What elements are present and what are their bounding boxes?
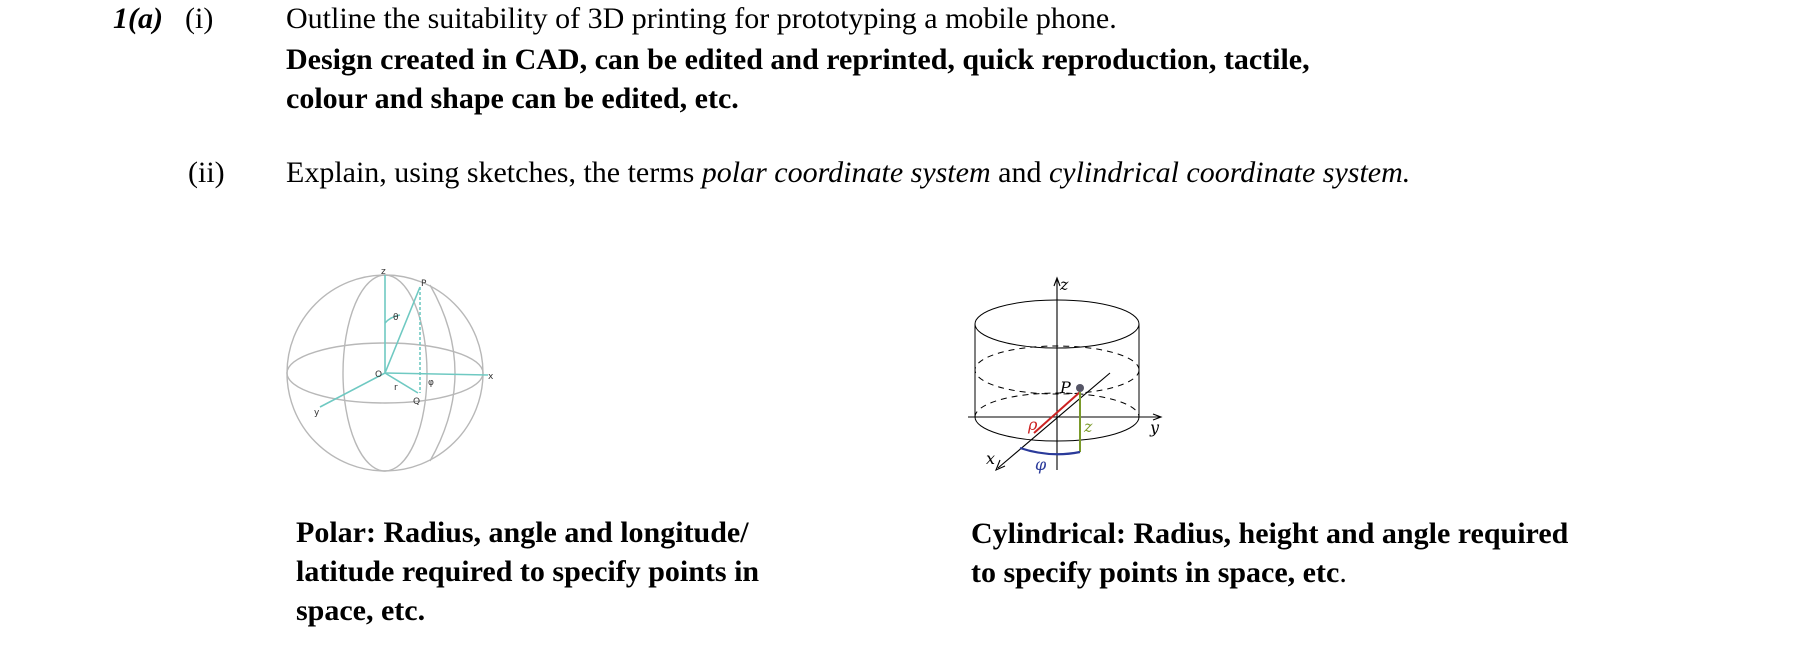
part-ii-prompt-a: Explain, using sketches, the terms (286, 156, 702, 189)
part-ii-prompt-b: and (990, 156, 1049, 189)
polar-caption-line2: latitude required to specify points in (296, 555, 760, 588)
polar-sphere-sketch (280, 265, 500, 485)
cyl-label-y: y (1150, 418, 1160, 437)
part-i-prompt: Outline the suitability of 3D printing for prototyping a mobile phone. (286, 2, 1117, 35)
cyl-caption-line2: to specify points in space, etc (971, 556, 1340, 589)
cyl-caption-tail: . (1339, 556, 1347, 589)
sphere-label-q: Q (413, 397, 421, 407)
cyl-label-p: P (1060, 378, 1071, 397)
sphere-label-r: r (394, 383, 398, 393)
polar-caption-line3: space, etc. (296, 594, 426, 627)
sphere-label-o: O (375, 370, 383, 380)
part-ii-label: (ii) (188, 156, 225, 189)
cylindrical-caption (971, 514, 1568, 592)
question-number: 1(a) (113, 2, 163, 35)
part-i-answer-line1: Design created in CAD, can be edited and reprinted, quick reproduction, tactile, (286, 43, 1310, 76)
sphere-label-z: z (381, 267, 386, 277)
cylinder-labels (986, 275, 1160, 474)
cyl-caption-line2-wrap (971, 553, 1568, 592)
cyl-label-rho: ρ (1028, 415, 1038, 434)
cyl-caption-line1: Cylindrical: Radius, height and angle required (971, 517, 1569, 550)
polar-caption (296, 513, 759, 630)
sphere-label-p: P (421, 279, 427, 289)
polar-caption-line1: Polar: Radius, angle and longitude/ (296, 516, 749, 549)
sphere-label-y: y (314, 408, 320, 418)
part-i-label: (i) (185, 2, 214, 35)
part-i-answer (286, 40, 1310, 118)
cylindrical-sketch (960, 270, 1180, 480)
term-polar: polar coordinate system (701, 156, 991, 189)
angle-arc (1020, 448, 1080, 454)
sphere-label-phi: φ (428, 378, 434, 388)
cyl-label-phi: φ (1035, 455, 1047, 474)
cyl-label-z-axis: z (1060, 275, 1069, 294)
sphere-label-x: x (488, 372, 494, 382)
part-i-answer-line2: colour and shape can be edited, etc. (286, 82, 739, 115)
sphere-label-theta: θ (393, 313, 399, 323)
part-ii-prompt (286, 156, 1410, 190)
cyl-label-z-height: z (1084, 417, 1093, 436)
term-cylindrical: cylindrical coordinate system. (1048, 156, 1411, 189)
point-p (1076, 384, 1084, 392)
cyl-label-x: x (986, 449, 996, 468)
